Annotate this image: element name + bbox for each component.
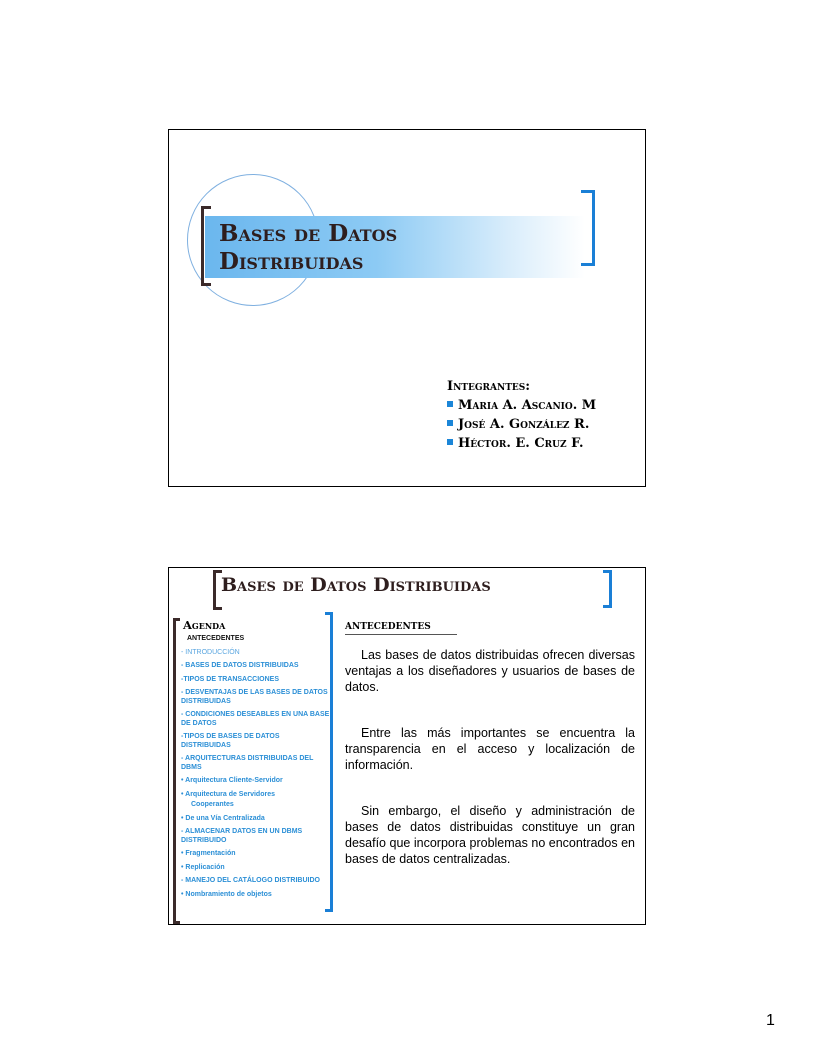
agenda-item: - DESVENTAJAS DE LAS BASES DE DATOS DISTRIBUIDAS (181, 689, 328, 705)
agenda-panel (181, 618, 331, 904)
integrantes-label: Integrantes: (447, 379, 531, 394)
right-bracket-icon (603, 570, 612, 608)
title-slide (168, 129, 646, 487)
slide-title: Bases de Datos Distribuidas (221, 574, 491, 596)
integrantes-list (447, 377, 596, 453)
agenda-item: - INTRODUCCIÓN (181, 648, 240, 656)
agenda-item: ANTECEDENTES (187, 635, 245, 642)
paragraph: Sin embargo, el diseño y administración de bases de datos distribuidas constituye un gran desafío que incorpora problemas no encontrados en bases de datos centralizadas. (345, 804, 635, 866)
agenda-item: -TIPOS DE TRANSACCIONES (181, 675, 280, 683)
left-bracket-icon (201, 206, 211, 286)
agenda-title: Agenda (183, 618, 226, 632)
agenda-item: -TIPOS DE BASES DE DATOS DISTRIBUIDAS (181, 733, 280, 749)
agenda-item: - ALMACENAR DATOS EN UN DBMS DISTRIBUIDO (181, 828, 303, 844)
agenda-item: • De una Vía Centralizada (181, 814, 265, 822)
page-number: 1 (766, 1012, 775, 1029)
content-title: antecedentes (345, 618, 431, 633)
agenda-item: • Arquitectura Cliente-Servidor (181, 777, 283, 784)
list-item: Héctor. E. Cruz F. (447, 434, 596, 453)
square-bullet-icon (447, 420, 453, 426)
square-bullet-icon (447, 439, 453, 445)
content-panel (345, 618, 635, 867)
agenda-item: Cooperantes (191, 801, 234, 808)
square-bullet-icon (447, 401, 453, 407)
paragraph: Las bases de datos distribuidas ofrecen diversas ventajas a los diseñadores y usuarios de bases de datos. (345, 648, 635, 694)
slide-title: Bases de Datos Distribuidas (219, 220, 398, 275)
agenda-left-bracket-icon (173, 618, 180, 924)
title-underline (345, 634, 457, 635)
paragraph: Entre las más importantes se encuentra la transparencia en el acceso y localización de información. (345, 726, 635, 772)
agenda-item: • Nombramiento de objetos (181, 890, 272, 898)
right-bracket-icon (581, 190, 595, 266)
agenda-item: • Replicación (181, 863, 225, 871)
agenda-item: • Arquitectura de Servidores (181, 790, 275, 798)
agenda-item: - BASES DE DATOS DISTRIBUIDAS (181, 662, 299, 669)
agenda-item: - CONDICIONES DESEABLES EN UNA BASE DE DATOS (181, 711, 330, 727)
agenda-item: - ARQUITECTURAS DISTRIBUIDAS DEL DBMS (181, 755, 314, 771)
content-slide (168, 567, 646, 925)
list-item: José A. González R. (447, 415, 596, 434)
agenda-item: - MANEJO DEL CATÁLOGO DISTRIBUIDO (181, 877, 320, 884)
list-item: Maria A. Ascanio. M (447, 396, 596, 415)
agenda-item: • Fragmentación (181, 850, 236, 857)
